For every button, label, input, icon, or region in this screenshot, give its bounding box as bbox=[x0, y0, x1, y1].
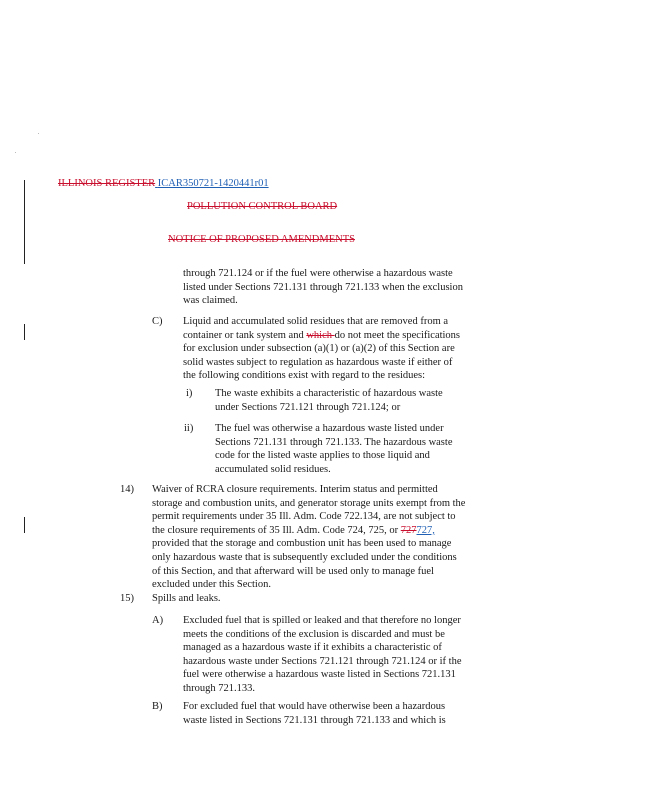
change-bar bbox=[24, 517, 25, 533]
text-line: storage and combustion units, and generator storage units exempt from the bbox=[152, 497, 466, 509]
notice-header bbox=[168, 233, 355, 247]
change-bar bbox=[24, 180, 25, 264]
text-line: For excluded fuel that would have otherwise been a hazardous bbox=[183, 701, 446, 712]
register-header bbox=[58, 177, 269, 191]
text-line: managed as a hazardous waste if it exhibits a characteristic of bbox=[183, 642, 442, 654]
text-line: only hazardous waste that is subsequently excluded under the conditions bbox=[152, 551, 457, 563]
scan-speck bbox=[15, 152, 16, 153]
deleted-word: which bbox=[306, 329, 335, 341]
subsection-c-label: C) bbox=[152, 316, 163, 327]
text-line: meets the conditions of the exclusion is discarded and must be bbox=[183, 628, 445, 640]
text-line: the following conditions exist with regard to the residues: bbox=[183, 370, 426, 382]
subsection-a-label: A) bbox=[152, 615, 164, 626]
text-line: Waiver of RCRA closure requirements. Interim status and permitted bbox=[152, 484, 438, 495]
item-i-label: i) bbox=[186, 388, 193, 399]
item-i-text bbox=[215, 387, 443, 414]
text-line: Excluded fuel that is spilled or leaked and that therefore no longer bbox=[183, 615, 461, 626]
register-inserted: ICAR350721-1420441r01 bbox=[157, 178, 269, 189]
text-line: was claimed. bbox=[183, 295, 238, 307]
text-line: through 721.133. bbox=[183, 682, 256, 694]
item-ii-text bbox=[215, 422, 452, 476]
subsection-b-label: B) bbox=[152, 701, 163, 712]
board-deleted: POLLUTION CONTROL BOARD bbox=[187, 201, 338, 212]
paragraph-14-text bbox=[152, 483, 465, 592]
text-line: code for the listed waste applies to those liquid and bbox=[215, 450, 430, 462]
continuation-text bbox=[183, 267, 463, 308]
text-line: Liquid and accumulated solid residues that are removed from a bbox=[183, 316, 449, 327]
text-line: Sections 721.131 through 721.133. The hazardous waste bbox=[215, 436, 453, 448]
paragraph-15-heading: Spills and leaks. bbox=[152, 593, 221, 604]
subsection-b-text bbox=[183, 700, 446, 727]
text-line: fuel were otherwise a hazardous waste listed in Sections 721.131 bbox=[183, 669, 456, 681]
text-line: hazardous waste under Sections 721.121 through 721.124 or if the bbox=[183, 655, 462, 667]
text-line: of this Section, and that afterward will be used only to manage fuel bbox=[152, 565, 434, 577]
text-line: permit requirements under 35 Ill. Adm. Code 722.134, are not subject to bbox=[152, 511, 456, 523]
text-line: for exclusion under subsection (a)(1) or (a)(2) of this Section are bbox=[183, 343, 455, 355]
text-line: listed under Sections 721.131 through 721.133 when the exclusion bbox=[183, 281, 463, 293]
text-line: container or tank system and which do not meet the specifications bbox=[183, 329, 461, 341]
text-line: accumulated solid residues. bbox=[215, 463, 331, 475]
text-line: excluded under this Section. bbox=[152, 579, 271, 591]
scan-speck bbox=[38, 133, 39, 134]
register-deleted: ILLINOIS REGISTER bbox=[58, 178, 156, 189]
text-line: through 721.124 or if the fuel were otherwise a hazardous waste bbox=[183, 268, 453, 279]
board-header bbox=[187, 200, 337, 214]
inserted-word: 727, bbox=[416, 524, 435, 536]
subsection-a-text bbox=[183, 614, 462, 696]
subsection-c-text bbox=[183, 315, 460, 383]
text-line: under Sections 721.121 through 721.124; or bbox=[215, 401, 401, 413]
paragraph-15-label: 15) bbox=[120, 593, 134, 604]
item-ii-label: ii) bbox=[184, 423, 194, 434]
text-line: solid wastes subject to regulation as hazardous waste if either of bbox=[183, 356, 453, 368]
text-line: waste listed in Sections 721.131 through 721.133 and which is bbox=[183, 714, 446, 726]
paragraph-14-label: 14) bbox=[120, 484, 134, 495]
deleted-word: 727 bbox=[400, 524, 417, 536]
text-line: provided that the storage and combustion unit has been used to manage bbox=[152, 538, 452, 550]
text-line: The fuel was otherwise a hazardous waste listed under bbox=[215, 423, 444, 434]
text-line: The waste exhibits a characteristic of hazardous waste bbox=[215, 388, 443, 399]
text-line: the closure requirements of 35 Ill. Adm. Code 724, 725, or 727727, bbox=[152, 524, 435, 536]
change-bar bbox=[24, 324, 25, 340]
notice-deleted: NOTICE OF PROPOSED AMENDMENTS bbox=[168, 234, 355, 245]
